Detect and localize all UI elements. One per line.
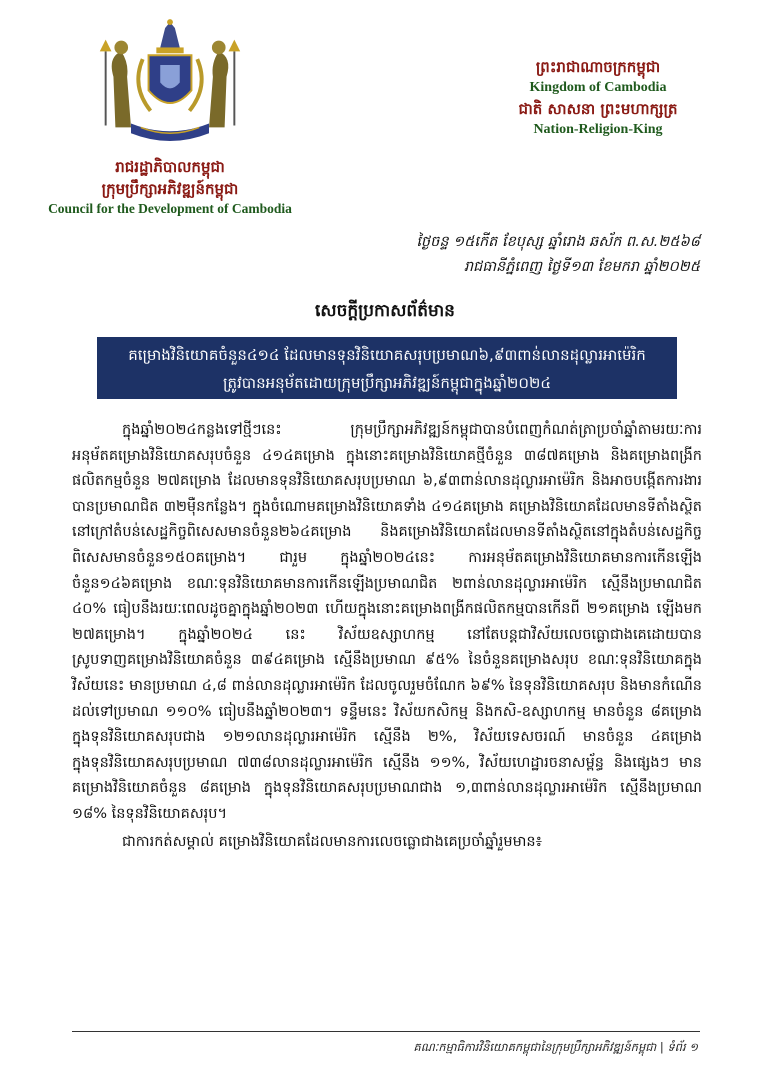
organization-name-kh-line1: រាជរដ្ឋាភិបាលកម្ពុជា xyxy=(115,158,225,176)
organization-name-en: Council for the Development of Cambodia xyxy=(48,201,292,216)
kingdom-name-en: Kingdom of Cambodia xyxy=(529,80,667,95)
footer-divider xyxy=(72,1031,700,1032)
headline-line2: ត្រូវបានអនុម័តដោយក្រុមប្រឹក្សាអភិវឌ្ឍន៍កម្ពុជាក្នុងឆ្នាំ២០២៤ xyxy=(223,374,551,392)
motto-en: Nation-Religion-King xyxy=(533,122,663,137)
body-paragraph-1: ក្នុងឆ្នាំ២០២៤កន្លងទៅថ្មីៗនេះ ក្រុមប្រឹក្សាអភិវឌ្ឍន៍កម្ពុជាបានបំពេញកំណត់ត្រាប្រចាំឆ្នាំតាមរយៈការអនុម័តគម្រោងវិនិយោគសរុបចំនួន ៤១៤គម្រោង ក្នុងនោះគម្រោងវិនិយោគថ្មីចំនួន ៣៨៧គម្រោង និងគម្រោងពង្រីកផលិតកម្មចំនួន ២៧គម្រោង ដែលមានទុនវិនិយោគសរុបប្រមាណ ៦,៩៣ពាន់លានដុល្លារអាម៉េរិក និងអាចបង្កើតការងារបានប្រមាណជិត ៣២ម៉ឺនកន្លែង។ ក្នុងចំណោមគម្រោងវិនិយោគទាំង ៤១៤គម្រោង គម្រោងវិនិយោគដែលមានទីតាំងស្ថិតនៅក្រៅតំបន់សេដ្ឋកិច្ចពិសេសមានចំនួន២៦៤គម្រោង និងគម្រោងវិនិយោគដែលមានទីតាំងស្ថិតនៅក្នុងតំបន់សេដ្ឋកិច្ចពិសេសមានចំនួន១៥០គម្រោង។ ជារួម ក្នុងឆ្នាំ២០២៤នេះ ការអនុម័តគម្រោងវិនិយោគមានការកើនឡើងចំនួន១៤៦គម្រោង ខណៈទុនវិនិយោគមានការកើនឡើងប្រមាណជិត ២ពាន់លានដុល្លារអាម៉េរិក ស្មើនឹងប្រមាណជិត ៤០% ធៀបនឹងរយៈពេលដូចគ្នាក្នុងឆ្នាំ២០២៣ ហើយក្នុងនោះគម្រោងពង្រីកផលិតកម្មបានកើនពី ២១គម្រោង ឡើងមក ២៧គម្រោង។ ក្នុងឆ្នាំ២០២៤ នេះ វិស័យឧស្សាហកម្ម នៅតែបន្តជាវិស័យលេចធ្លោជាងគេដោយបានស្រូបទាញគម្រោងវិនិយោគចំនួន ៣៩៤គម្រោង ស្មើនឹងប្រមាណ ៩៥% នៃចំនួនគម្រោងសរុប ខណៈទុនវិនិយោគក្នុងវិស័យនេះ មានប្រមាណ ៤,៨ ពាន់លានដុល្លារអាម៉េរិក ដែលចូលរួមចំណែក ៦៩% នៃទុនវិនិយោគសរុប និងមានកំណើនដល់ទៅប្រមាណ ១១០% ធៀបនឹងឆ្នាំ២០២៣។ ទន្ទឹមនេះ វិស័យកសិកម្ម និងកសិ-ឧស្សាហកម្ម មានចំនួន ៨គម្រោង ក្នុងទុនវិនិយោគសរុបជាង ១២១លានដុល្លារអាម៉េរិក ស្មើនឹង ២%, វិស័យទេសចរណ៍ មានចំនួន ៤គម្រោង ក្នុងទុនវិនិយោគសរុបប្រមាណ ៧៣៨លានដុល្លារអាម៉េរិក ស្មើនឹង ១១%, វិស័យហេដ្ឋារចនាសម្ព័ន្ធ និងផ្សេងៗ មានគម្រោងវិនិយោគចំនួន ៨គម្រោង ក្នុងទុនវិនិយោគសរុបប្រមាណជាង ១,៣ពាន់លានដុល្លារអាម៉េរិក ស្មើនឹងប្រមាណ ១៨% នៃទុនវិនិយោគសរុប។ xyxy=(72,422,702,822)
solar-date: រាជធានីភ្នំពេញ ថ្ងៃទី១៣ ខែមករា ឆ្នាំ២០២៥ xyxy=(463,259,700,275)
organization-header xyxy=(20,18,320,218)
body-paragraph-2: ជាការកត់សម្គាល់ គម្រោងវិនិយោគដែលមានការលេចធ្លោជាងគេប្រចាំឆ្នាំរួមមាន៖ xyxy=(122,833,542,850)
lunar-date: ថ្ងៃចន្ទ ១៥កើត ខែបុស្ស ឆ្នាំរោង ឆស័ក ព.ស.២៥៦៨ xyxy=(416,234,700,250)
kingdom-header xyxy=(478,56,718,140)
body-content xyxy=(72,418,702,855)
headline-banner xyxy=(97,337,677,399)
kingdom-name-kh: ព្រះរាជាណាចក្រកម្ពុជា xyxy=(535,58,661,76)
headline-line1: គម្រោងវិនិយោគចំនួន៤១៤ ដែលមានទុនវិនិយោគសរុបប្រមាណ៦,៩៣ពាន់លានដុល្លារអាម៉េរិក xyxy=(128,346,646,364)
royal-cambodia-emblem-icon xyxy=(92,18,248,150)
organization-name-kh-line2: ក្រុមប្រឹក្សាអភិវឌ្ឍន៍កម្ពុជា xyxy=(101,180,239,198)
page-title: សេចក្តីប្រកាសព័ត៌មាន xyxy=(315,301,455,321)
footer-page-label: គណៈកម្មាធិការវិនិយោគកម្ពុជានៃក្រុមប្រឹក្សាអភិវឌ្ឍន៍កម្ពុជា | ទំព័រ ១ xyxy=(413,1040,698,1054)
motto-kh: ជាតិ សាសនា ព្រះមហាក្សត្រ xyxy=(518,100,678,118)
date-block xyxy=(300,230,700,280)
